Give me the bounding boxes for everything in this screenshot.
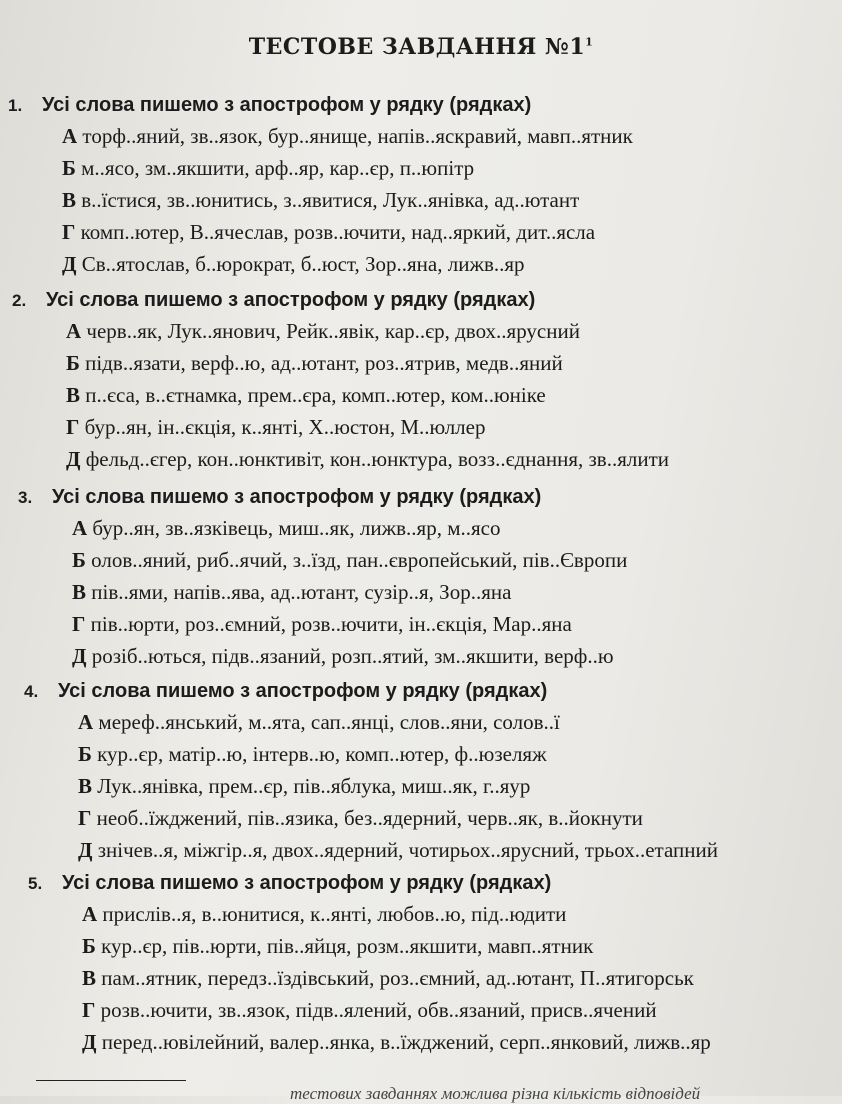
option-v [12, 379, 669, 411]
question-3 [18, 482, 627, 672]
option-text: торф..яний, зв..язок, бур..янище, напів..яскравий, мавп..ятник [82, 124, 633, 148]
question-text: Усі слова пишемо з апострофом у рядку (рядках) [58, 680, 548, 702]
option-letter: А [66, 319, 82, 343]
option-text: розіб..ються, підв..язаний, розп..ятий, зм..якшити, верф..ю [91, 644, 614, 668]
question-number: 4. [24, 682, 39, 701]
page-title [0, 34, 842, 60]
option-text: м..ясо, зм..якшити, арф..яр, кар..єр, п..юпітр [81, 156, 475, 180]
option-letter: В [82, 966, 97, 990]
option-text: пів..юрти, роз..ємний, розв..ючити, ін..єкція, Мар..яна [90, 612, 572, 636]
footnote-mark: 1 [585, 35, 594, 49]
option-text: кур..єр, пів..юрти, пів..яйця, розм..якшити, мавп..ятник [101, 934, 594, 958]
option-letter: Б [62, 156, 76, 180]
option-letter: Д [66, 447, 81, 471]
option-letter: Д [78, 838, 93, 862]
option-text: бур..ян, зв..язківець, миш..як, лижв..яр, м..ясо [92, 516, 501, 540]
page-title-text: ТЕСТОВЕ ЗАВДАННЯ №1 [248, 34, 586, 60]
question-heading [24, 676, 718, 706]
option-a [24, 706, 718, 738]
option-text: пам..ятник, передз..їздівський, роз..ємний, ад..ютант, П..ятигорськ [101, 966, 694, 990]
option-text: кур..єр, матір..ю, інтерв..ю, комп..ютер, ф..юзеляж [97, 742, 547, 766]
option-letter: Г [62, 220, 76, 244]
option-text: знічев..я, міжгір..я, двох..ядерний, чотирьох..ярусний, трьох..етапний [97, 838, 718, 862]
question-heading [28, 868, 711, 898]
option-v [8, 184, 633, 216]
option-b [12, 347, 669, 379]
question-heading [12, 285, 669, 315]
option-letter: Г [82, 998, 96, 1022]
question-4 [24, 676, 718, 866]
option-v [28, 962, 711, 994]
option-text: прислів..я, в..юнитися, к..янті, любов..ю, під..юдити [102, 902, 567, 926]
option-d [8, 248, 633, 280]
option-text: мереф..янський, м..ята, сап..янці, слов..яни, солов..ї [98, 710, 560, 734]
option-d [18, 640, 627, 672]
option-b [24, 738, 718, 770]
option-letter: А [62, 124, 78, 148]
option-letter: Б [72, 548, 86, 572]
option-text: розв..ючити, зв..язок, підв..ялений, обв..язаний, присв..ячений [100, 998, 657, 1022]
question-text: Усі слова пишемо з апострофом у рядку (рядках) [42, 94, 532, 116]
question-number: 3. [18, 488, 33, 507]
option-text: в..їстися, зв..юнитись, з..явитися, Лук..янівка, ад..ютант [81, 188, 580, 212]
option-letter: Д [72, 644, 87, 668]
option-letter: Д [82, 1030, 97, 1054]
question-number: 5. [28, 874, 43, 893]
option-text: п..єса, в..єтнамка, прем..єра, комп..ютер, ком..юніке [85, 383, 546, 407]
option-letter: Б [82, 934, 96, 958]
option-letter: А [72, 516, 88, 540]
option-letter: В [72, 580, 87, 604]
option-text: Лук..янівка, прем..єр, пів..яблука, миш..як, г..яур [97, 774, 531, 798]
question-heading [18, 482, 627, 512]
option-text: пів..ями, напів..ява, ад..ютант, сузір..я, Зор..яна [91, 580, 512, 604]
option-h [28, 994, 711, 1026]
question-5 [28, 868, 711, 1058]
option-h [18, 608, 627, 640]
option-v [24, 770, 718, 802]
option-d [24, 834, 718, 866]
option-text: комп..ютер, В..ячеслав, розв..ючити, над..яркий, дит..ясла [80, 220, 596, 244]
question-text: Усі слова пишемо з апострофом у рядку (рядках) [62, 872, 552, 894]
option-a [8, 120, 633, 152]
footnote-divider [36, 1080, 186, 1081]
option-text: Св..ятослав, б..юрократ, б..юст, Зор..яна, лижв..яр [81, 252, 525, 276]
option-h [8, 216, 633, 248]
option-a [28, 898, 711, 930]
option-h [12, 411, 669, 443]
option-letter: Б [66, 351, 80, 375]
option-letter: А [82, 902, 98, 926]
option-text: черв..як, Лук..янович, Рейк..явік, кар..єр, двох..ярусний [86, 319, 580, 343]
option-b [28, 930, 711, 962]
option-letter: А [78, 710, 94, 734]
question-heading [8, 90, 633, 120]
option-letter: В [62, 188, 77, 212]
option-b [8, 152, 633, 184]
question-text: Усі слова пишемо з апострофом у рядку (рядках) [52, 486, 542, 508]
question-text: Усі слова пишемо з апострофом у рядку (рядках) [46, 289, 536, 311]
question-2 [12, 285, 669, 475]
option-a [18, 512, 627, 544]
footnote-text: тестових завданнях можлива різна кількість відповідей [290, 1084, 701, 1103]
option-text: необ..їжджений, пів..язика, без..ядерний, черв..як, в..йокнути [96, 806, 643, 830]
option-text: перед..ювілейний, валер..янка, в..їжджений, серп..янковий, лижв..яр [101, 1030, 711, 1054]
option-letter: Б [78, 742, 92, 766]
option-letter: Г [66, 415, 80, 439]
option-d [12, 443, 669, 475]
option-d [28, 1026, 711, 1058]
option-text: бур..ян, ін..єкція, к..янті, Х..юстон, М..юллер [84, 415, 486, 439]
question-number: 2. [12, 291, 27, 310]
option-h [24, 802, 718, 834]
question-number: 1. [8, 96, 23, 115]
option-letter: В [66, 383, 81, 407]
option-letter: Г [72, 612, 86, 636]
option-text: фельд..єгер, кон..юнктивіт, кон..юнктура, возз..єднання, зв..ялити [85, 447, 669, 471]
option-text: олов..яний, риб..ячий, з..їзд, пан..європейський, пів..Європи [91, 548, 628, 572]
option-letter: Д [62, 252, 77, 276]
question-1 [8, 90, 633, 280]
option-text: підв..язати, верф..ю, ад..ютант, роз..ятрив, медв..яний [85, 351, 563, 375]
option-a [12, 315, 669, 347]
option-b [18, 544, 627, 576]
option-v [18, 576, 627, 608]
option-letter: В [78, 774, 93, 798]
option-letter: Г [78, 806, 92, 830]
